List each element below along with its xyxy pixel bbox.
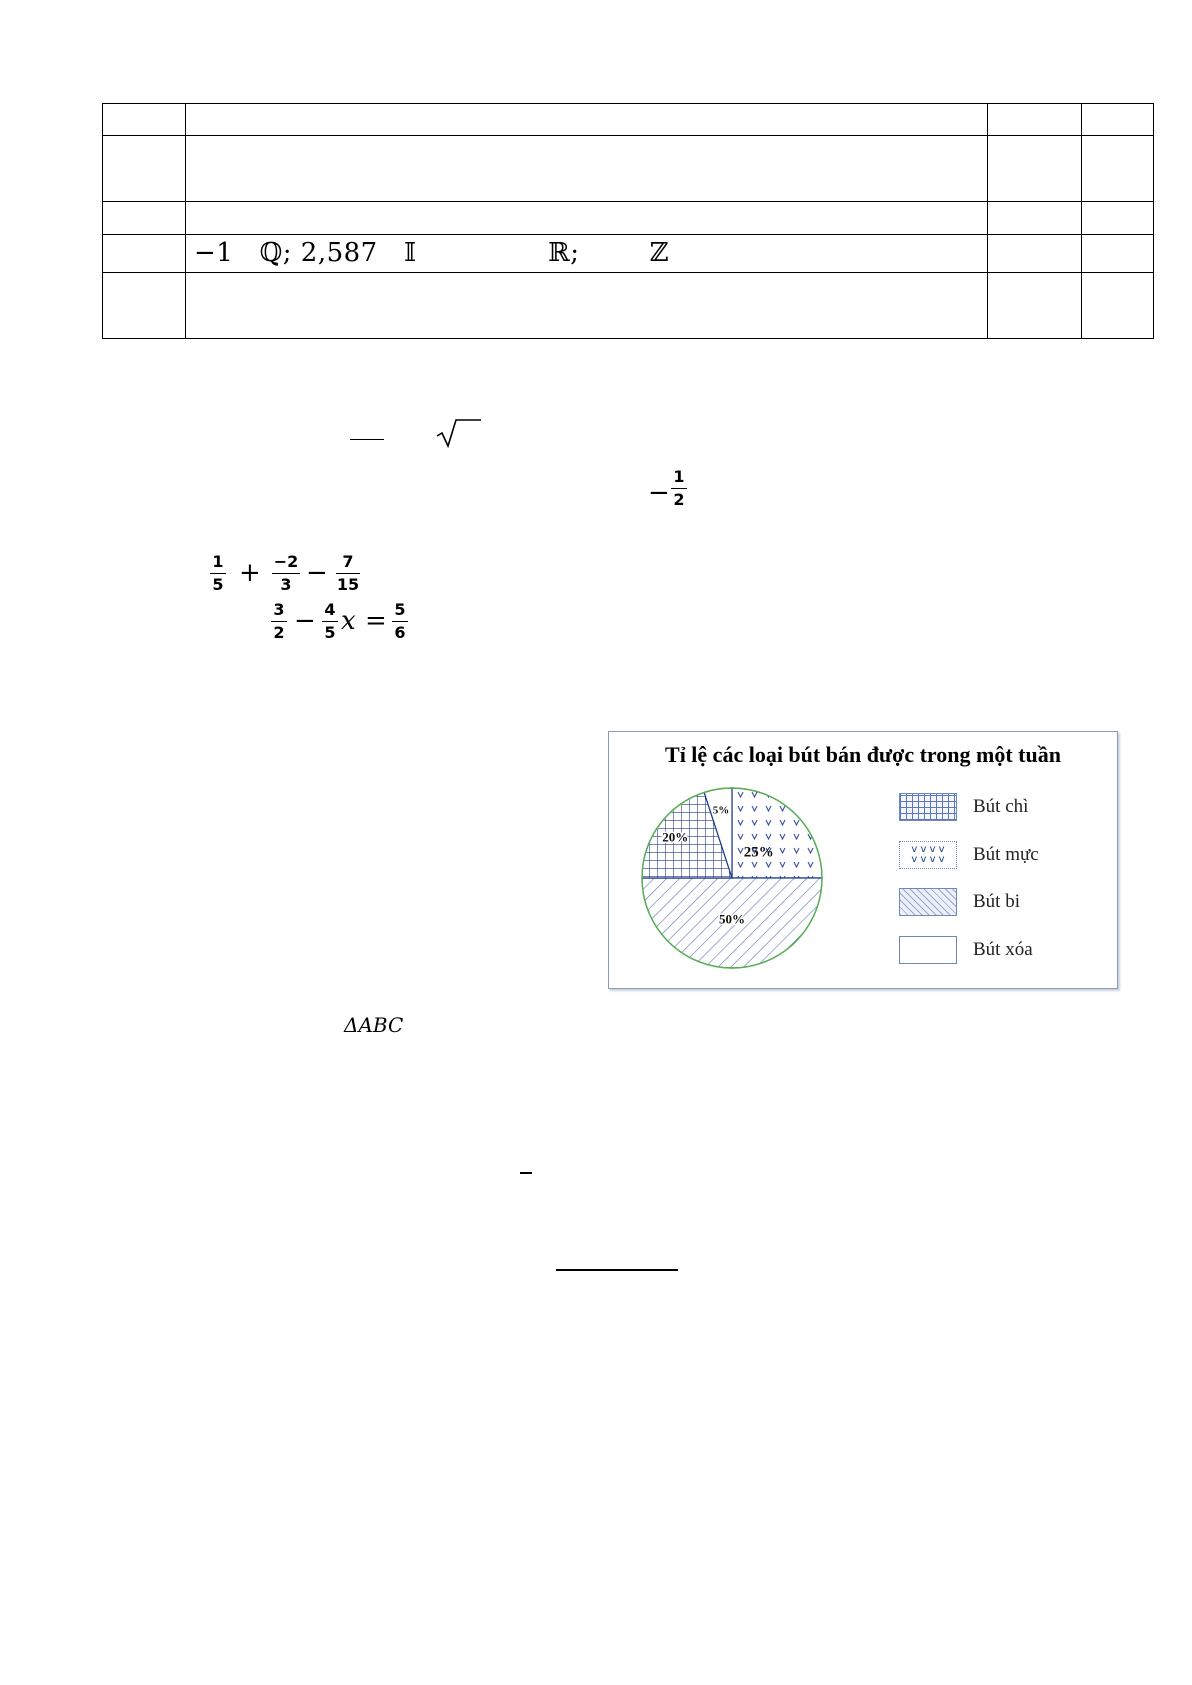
table-cell [103, 272, 186, 338]
table-cell [186, 104, 988, 136]
table-cell [1082, 136, 1154, 202]
table-cell [988, 104, 1082, 136]
numerator: 3 [273, 600, 285, 619]
numerator: 4 [324, 600, 336, 619]
fraction [392, 601, 408, 642]
fraction [322, 601, 338, 642]
fraction-bar [350, 439, 384, 440]
plus-sign: + [239, 558, 261, 588]
equals-sign: = [365, 606, 387, 636]
denominator: 5 [212, 575, 224, 594]
table-row [103, 272, 1154, 338]
legend-swatch [899, 841, 957, 869]
table-cell [186, 136, 988, 202]
legend-swatch [899, 936, 957, 964]
denominator: 6 [394, 623, 406, 642]
numerator: 7 [342, 552, 354, 571]
pie-chart-figure [608, 731, 1118, 989]
table-row [103, 234, 1154, 272]
legend-item [899, 840, 1039, 870]
data-label: 25% [743, 844, 774, 861]
legend-label: Bút mực [973, 844, 1039, 865]
fraction [210, 553, 226, 594]
legend-item [899, 887, 1020, 917]
fraction [336, 553, 360, 594]
pie-slice-bút-mực [732, 788, 822, 878]
table-row [103, 104, 1154, 136]
answer-table [102, 103, 1154, 339]
numerator: 5 [394, 600, 406, 619]
chart-title: Tỉ lệ các loại bút bán được trong một tuần [665, 742, 1061, 767]
table-cell [103, 234, 186, 272]
table-cell [988, 136, 1082, 202]
numerator: −2 [273, 552, 299, 571]
legend-label: Bút xóa [973, 939, 1033, 960]
table-cell [186, 272, 988, 338]
table-cell [103, 104, 186, 136]
legend-label: Bút bi [973, 891, 1020, 912]
legend-item [899, 935, 1033, 965]
sqrt-symbol [436, 418, 482, 448]
denominator: 5 [324, 623, 336, 642]
table-cell [1082, 272, 1154, 338]
fraction-line [392, 621, 408, 622]
fraction-line [272, 573, 300, 574]
overline-mark [520, 1172, 532, 1174]
numerator: 1 [212, 552, 224, 571]
table-cell [1082, 104, 1154, 136]
minus-sign: − [648, 478, 670, 508]
triangle-label: ΔABC [344, 1013, 404, 1037]
table-cell [988, 202, 1082, 234]
v-pattern-marks: v v v v v v v v [911, 844, 945, 865]
table-row [103, 202, 1154, 234]
fraction [272, 553, 300, 594]
denominator: 2 [273, 623, 285, 642]
legend-item [899, 792, 1028, 822]
table-row [103, 136, 1154, 202]
table-cell [1082, 202, 1154, 234]
legend-swatch [899, 888, 957, 916]
numerator: 1 [673, 467, 685, 486]
fraction-line [671, 488, 687, 489]
data-label: 5% [712, 804, 730, 817]
fraction-line [336, 573, 360, 574]
table-cell [103, 202, 186, 234]
data-label: 50% [719, 911, 745, 927]
number-sets-expression: −1 ℚ; 2,587 𝕀 ℝ; ℤ [186, 234, 988, 272]
fraction-line [322, 621, 338, 622]
table-cell [103, 136, 186, 202]
end-rule [556, 1269, 678, 1271]
table-cell [988, 234, 1082, 272]
table-cell [988, 272, 1082, 338]
fraction [271, 601, 287, 642]
minus-sign: − [294, 606, 316, 636]
data-label: 20% [662, 829, 689, 845]
minus-sign: − [306, 558, 328, 588]
table-cell [186, 202, 988, 234]
legend-swatch [899, 793, 957, 821]
denominator: 3 [280, 575, 292, 594]
fraction-one-half [671, 468, 687, 509]
denominator: 2 [673, 490, 685, 509]
pie-chart [609, 732, 1117, 988]
variable-x: x [341, 606, 356, 636]
fraction-line [271, 621, 287, 622]
denominator: 15 [336, 575, 360, 594]
legend-label: Bút chì [973, 796, 1029, 817]
table-cell [1082, 234, 1154, 272]
fraction-line [210, 573, 226, 574]
